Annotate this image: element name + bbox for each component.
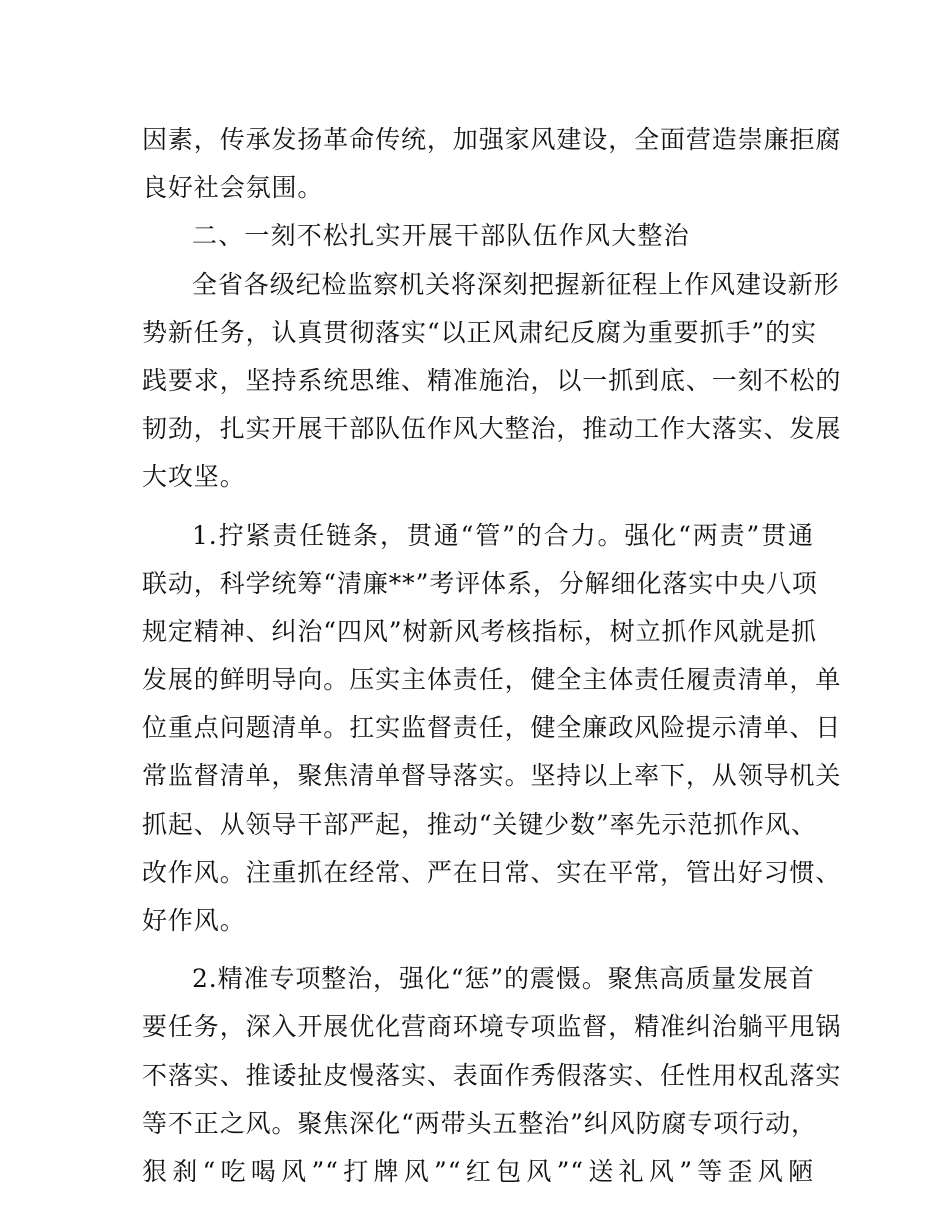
section-heading [142,212,814,260]
text-line: 改作风。注重抓在经常、严在日常、实在平常，管出好习惯、 [142,857,842,887]
text-line: 韧劲，扎实开展干部队伍作风大整治，推动工作大落实、发展 [142,414,842,444]
paragraph [142,116,842,212]
text-line: 发展的鲜明导向。压实主体责任，健全主体责任履责清单，单 [142,665,842,695]
text-line: 2.精准专项整治，强化“惩”的震慑。聚焦高质量发展首 [192,964,815,994]
text-line: 践要求，坚持系统思维、精准施治，以一抓到底、一刻不松的 [142,365,842,395]
text-line: 不落实、推诿扯皮慢落实、表面作秀假落实、任性用权乱落实 [142,1060,842,1090]
text-line: 良好社会氛围。 [142,173,324,203]
text-line: 全省各级纪检监察机关将深刻把握新征程上作风建设新形 [192,269,840,299]
paragraph-gap [142,502,814,512]
text-line: 因素，传承发扬革命传统，加强家风建设，全面营造崇廉拒腐 [142,125,842,154]
text-line: 规定精神、纠治“四风”树新风考核指标，树立抓作风就是抓 [142,616,817,646]
heading-line: 二、一刻不松扎实开展干部队伍作风大整治 [192,221,690,251]
text-line: 联动，科学统筹“清廉**”考评体系，分解细化落实中央八项 [142,568,818,598]
text-line: 抓起、从领导干部严起，推动“关键少数”率先示范抓作风、 [142,809,817,839]
text-line: 大攻坚。 [142,462,246,492]
text-line: 位重点问题清单。扛实监督责任，健全廉政风险提示清单、日 [142,713,842,743]
text-line: 等不正之风。聚焦深化“两带头五整治”纠风防腐专项行动， [142,1108,817,1138]
paragraph [142,955,842,1196]
text-line: 要任务，深入开展优化营商环境专项监督，精准纠治躺平甩锅 [142,1012,842,1042]
text-line: 狠刹“吃喝风”“打牌风”“红包风”“送礼风”等歪风陋 [142,1156,814,1186]
text-line: 1.拧紧责任链条，贯通“管”的合力。强化“两责”贯通 [192,520,814,550]
text-line: 好作风。 [142,906,246,935]
text-line: 常监督清单，聚焦清单督导落实。坚持以上率下，从领导机关 [142,761,842,791]
paragraph [142,261,842,502]
document-body [142,116,842,1196]
paragraph [142,512,842,946]
paragraph-gap [142,945,814,955]
text-line: 势新任务，认真贯彻落实“以正风肃纪反腐为重要抓手”的实 [142,317,817,347]
